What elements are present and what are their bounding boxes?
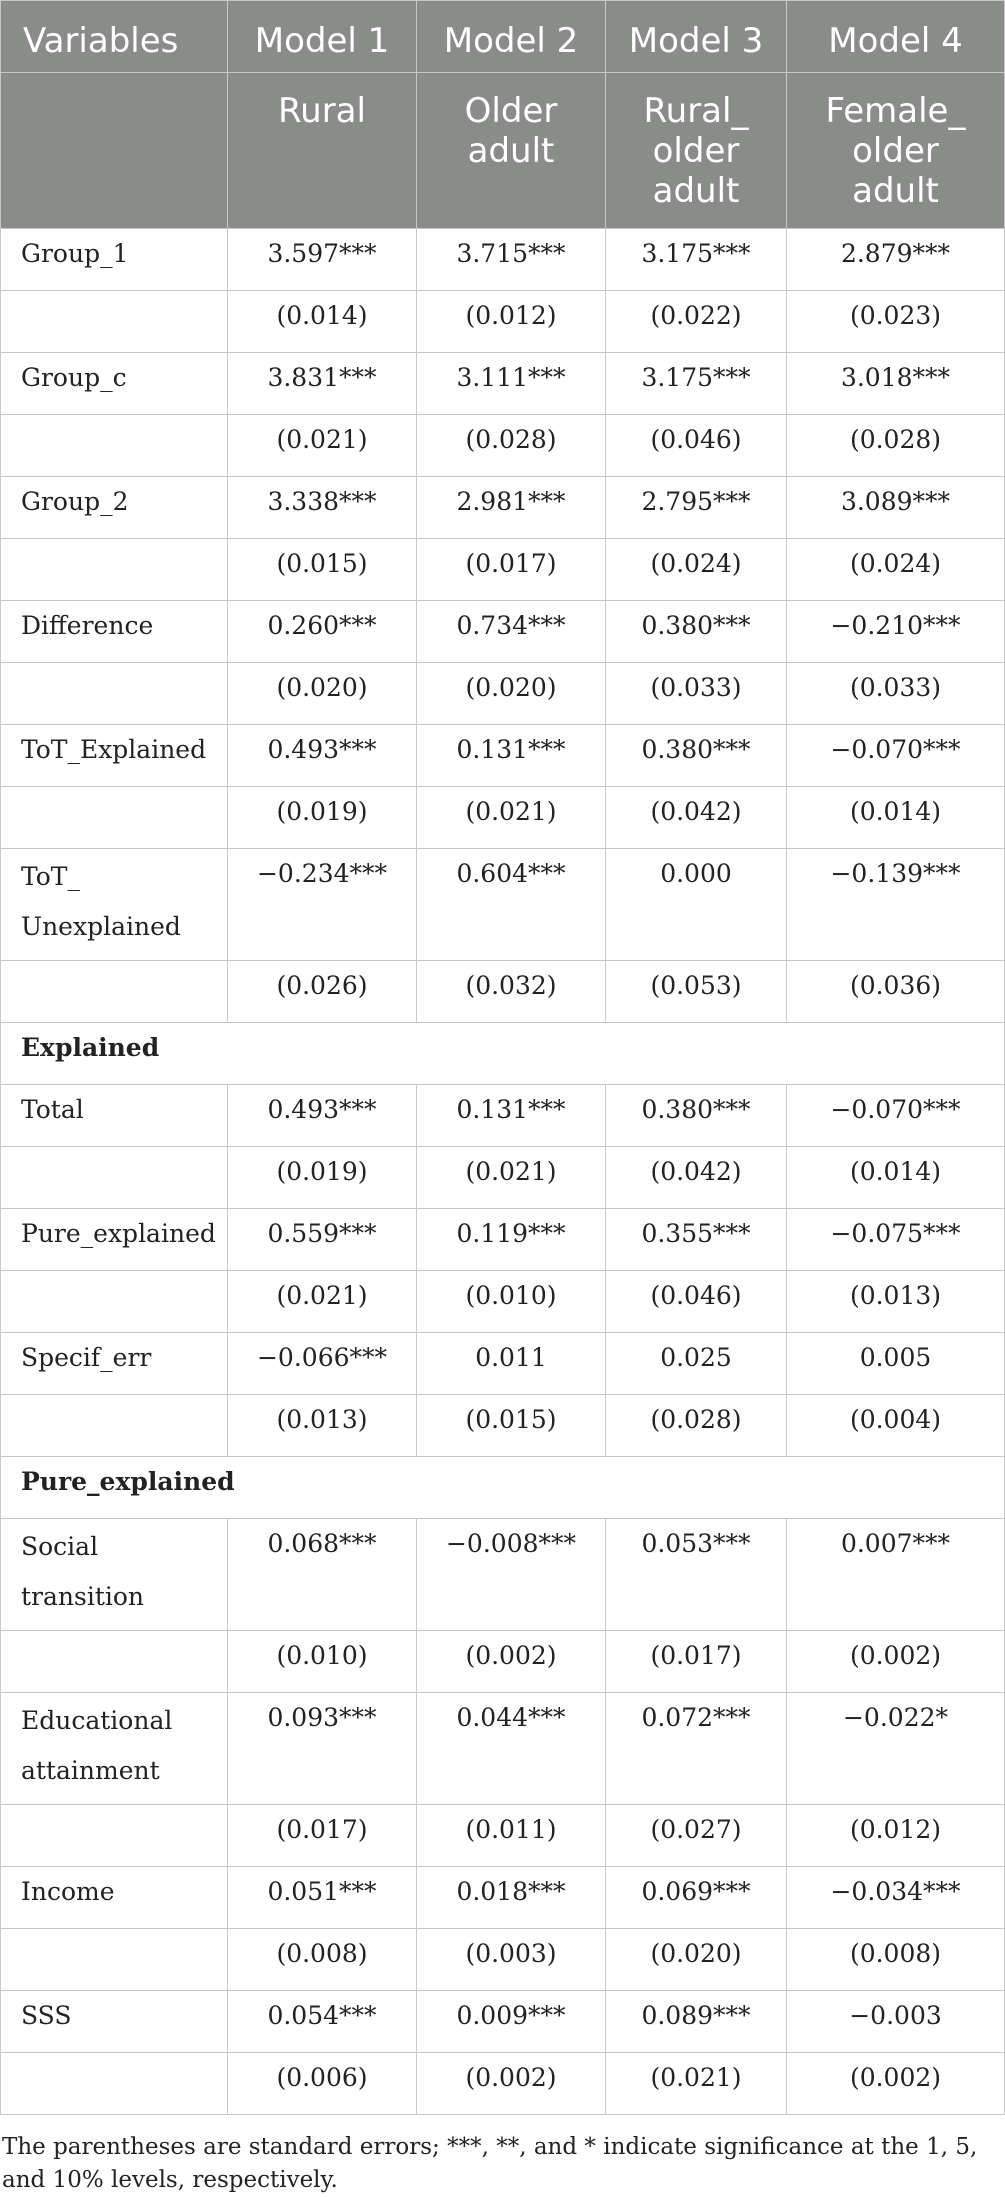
value-cell-model-1: (0.021) xyxy=(228,415,417,477)
value-cell-model-2: 0.018*** xyxy=(417,1867,606,1929)
table-row xyxy=(1,353,1005,415)
value-cell-model-3: 0.380*** xyxy=(606,725,787,787)
value-cell-model-3: (0.046) xyxy=(606,415,787,477)
row-label-cell xyxy=(1,1929,228,1991)
row-label-line: Group_c xyxy=(21,363,127,392)
row-label-cell xyxy=(1,1867,228,1929)
value-cell-model-1: 0.054*** xyxy=(228,1991,417,2053)
row-label-cell xyxy=(1,1271,228,1333)
row-label-line: Income xyxy=(21,1877,115,1906)
row-label-line: ToT_ xyxy=(21,862,80,891)
value-cell-model-2: −0.008*** xyxy=(417,1519,606,1631)
value-cell-model-2: (0.021) xyxy=(417,1147,606,1209)
value-cell-model-4: (0.013) xyxy=(787,1271,1005,1333)
table-row xyxy=(1,1693,1005,1805)
model-2-group-header xyxy=(417,73,606,229)
table-row xyxy=(1,1631,1005,1693)
row-label-line: Pure_explained xyxy=(21,1219,216,1248)
model-4-header: Model 4 xyxy=(787,1,1005,73)
value-cell-model-4: −0.034*** xyxy=(787,1867,1005,1929)
value-cell-model-2: 0.604*** xyxy=(417,849,606,961)
table-row xyxy=(1,539,1005,601)
value-cell-model-2: 0.011 xyxy=(417,1333,606,1395)
table-row xyxy=(1,1147,1005,1209)
table-row xyxy=(1,1271,1005,1333)
value-cell-model-4: −0.075*** xyxy=(787,1209,1005,1271)
row-label-cell xyxy=(1,539,228,601)
table-row xyxy=(1,1519,1005,1631)
value-cell-model-2: 0.119*** xyxy=(417,1209,606,1271)
value-cell-model-4: 2.879*** xyxy=(787,229,1005,291)
value-cell-model-3: 0.355*** xyxy=(606,1209,787,1271)
row-label-line: transition xyxy=(21,1582,145,1611)
row-label-cell xyxy=(1,1631,228,1693)
value-cell-model-2: (0.021) xyxy=(417,787,606,849)
model-4-group-header xyxy=(787,73,1005,229)
value-cell-model-2: 3.111*** xyxy=(417,353,606,415)
value-cell-model-4: 0.007*** xyxy=(787,1519,1005,1631)
value-cell-model-1: (0.015) xyxy=(228,539,417,601)
group-label-line: older xyxy=(652,131,740,171)
group-label-line: adult xyxy=(467,131,555,171)
row-label-cell xyxy=(1,1209,228,1271)
value-cell-model-2: 0.131*** xyxy=(417,1085,606,1147)
row-label-cell xyxy=(1,725,228,787)
value-cell-model-1: (0.020) xyxy=(228,663,417,725)
value-cell-model-4: (0.014) xyxy=(787,1147,1005,1209)
value-cell-model-1: (0.019) xyxy=(228,1147,417,1209)
value-cell-model-2: (0.002) xyxy=(417,2053,606,2115)
model-3-group-header xyxy=(606,73,787,229)
value-cell-model-4: 0.005 xyxy=(787,1333,1005,1395)
table-row xyxy=(1,961,1005,1023)
table-row xyxy=(1,1805,1005,1867)
table-row xyxy=(1,291,1005,353)
value-cell-model-1: (0.017) xyxy=(228,1805,417,1867)
table-row xyxy=(1,1991,1005,2053)
value-cell-model-1: 0.093*** xyxy=(228,1693,417,1805)
value-cell-model-2: (0.002) xyxy=(417,1631,606,1693)
value-cell-model-2: (0.015) xyxy=(417,1395,606,1457)
group-label-line: Rural xyxy=(278,91,366,131)
section-heading: Pure_explained xyxy=(1,1457,1005,1519)
value-cell-model-3: 0.072*** xyxy=(606,1693,787,1805)
value-cell-model-2: (0.017) xyxy=(417,539,606,601)
row-label-line: Social xyxy=(21,1532,99,1561)
value-cell-model-4: −0.022* xyxy=(787,1693,1005,1805)
table-row xyxy=(1,1929,1005,1991)
row-label-line: ToT_Explained xyxy=(21,735,207,764)
table-row xyxy=(1,229,1005,291)
group-label-line: older xyxy=(852,131,939,171)
table-row xyxy=(1,663,1005,725)
value-cell-model-4: −0.139*** xyxy=(787,849,1005,961)
model-1-header: Model 1 xyxy=(228,1,417,73)
table-header xyxy=(1,1,1005,229)
value-cell-model-3: 0.025 xyxy=(606,1333,787,1395)
value-cell-model-3: (0.021) xyxy=(606,2053,787,2115)
row-label-line: Total xyxy=(21,1095,84,1124)
value-cell-model-2: (0.010) xyxy=(417,1271,606,1333)
row-label-line: Group_1 xyxy=(21,239,129,268)
value-cell-model-1: 0.559*** xyxy=(228,1209,417,1271)
value-cell-model-2: (0.020) xyxy=(417,663,606,725)
value-cell-model-4: (0.033) xyxy=(787,663,1005,725)
value-cell-model-1: 0.260*** xyxy=(228,601,417,663)
value-cell-model-4: (0.036) xyxy=(787,961,1005,1023)
table-row xyxy=(1,1395,1005,1457)
model-1-group-header xyxy=(228,73,417,229)
value-cell-model-3: 2.795*** xyxy=(606,477,787,539)
value-cell-model-2: 0.044*** xyxy=(417,1693,606,1805)
value-cell-model-1: (0.014) xyxy=(228,291,417,353)
value-cell-model-3: (0.017) xyxy=(606,1631,787,1693)
row-label-cell xyxy=(1,291,228,353)
value-cell-model-3: 0.089*** xyxy=(606,1991,787,2053)
value-cell-model-3: (0.042) xyxy=(606,787,787,849)
row-label-cell xyxy=(1,477,228,539)
value-cell-model-1: −0.066*** xyxy=(228,1333,417,1395)
value-cell-model-1: 0.068*** xyxy=(228,1519,417,1631)
value-cell-model-3: (0.028) xyxy=(606,1395,787,1457)
value-cell-model-1: −0.234*** xyxy=(228,849,417,961)
value-cell-model-3: 0.069*** xyxy=(606,1867,787,1929)
value-cell-model-1: 3.597*** xyxy=(228,229,417,291)
value-cell-model-3: 0.053*** xyxy=(606,1519,787,1631)
value-cell-model-4: (0.008) xyxy=(787,1929,1005,1991)
value-cell-model-2: (0.003) xyxy=(417,1929,606,1991)
table-row xyxy=(1,1867,1005,1929)
table-row xyxy=(1,2053,1005,2115)
header-row-groups xyxy=(1,73,1005,229)
value-cell-model-4: (0.014) xyxy=(787,787,1005,849)
value-cell-model-4: (0.004) xyxy=(787,1395,1005,1457)
value-cell-model-3: (0.053) xyxy=(606,961,787,1023)
row-label-cell xyxy=(1,1333,228,1395)
value-cell-model-3: (0.022) xyxy=(606,291,787,353)
value-cell-model-3: 3.175*** xyxy=(606,353,787,415)
value-cell-model-4: (0.012) xyxy=(787,1805,1005,1867)
value-cell-model-2: (0.028) xyxy=(417,415,606,477)
table-row xyxy=(1,415,1005,477)
value-cell-model-2: 0.009*** xyxy=(417,1991,606,2053)
value-cell-model-2: 2.981*** xyxy=(417,477,606,539)
value-cell-model-4: (0.002) xyxy=(787,2053,1005,2115)
row-label-cell xyxy=(1,1395,228,1457)
value-cell-model-1: 0.051*** xyxy=(228,1867,417,1929)
value-cell-model-2: (0.012) xyxy=(417,291,606,353)
row-label-line: attainment xyxy=(21,1756,160,1785)
row-label-cell xyxy=(1,2053,228,2115)
table-row xyxy=(1,787,1005,849)
row-label-cell xyxy=(1,663,228,725)
value-cell-model-4: −0.003 xyxy=(787,1991,1005,2053)
row-label-line: Educational xyxy=(21,1706,173,1735)
section-row xyxy=(1,1457,1005,1519)
value-cell-model-2: 0.131*** xyxy=(417,725,606,787)
value-cell-model-1: (0.008) xyxy=(228,1929,417,1991)
row-label-cell xyxy=(1,1519,228,1631)
row-label-cell xyxy=(1,1805,228,1867)
value-cell-model-3: 3.175*** xyxy=(606,229,787,291)
value-cell-model-4: −0.070*** xyxy=(787,725,1005,787)
group-label-line: adult xyxy=(852,171,939,211)
row-label-cell xyxy=(1,601,228,663)
variables-header: Variables xyxy=(1,1,228,73)
value-cell-model-1: (0.021) xyxy=(228,1271,417,1333)
table-footnote: The parentheses are standard errors; ***, **, and * indicate significance at the 1, 5, and 10% levels, respectively. xyxy=(2,2134,978,2193)
value-cell-model-1: (0.019) xyxy=(228,787,417,849)
row-label-cell xyxy=(1,1693,228,1805)
value-cell-model-4: −0.210*** xyxy=(787,601,1005,663)
table-row xyxy=(1,1209,1005,1271)
row-label-cell xyxy=(1,229,228,291)
row-label-cell xyxy=(1,353,228,415)
table-row xyxy=(1,1333,1005,1395)
value-cell-model-2: (0.011) xyxy=(417,1805,606,1867)
value-cell-model-2: 0.734*** xyxy=(417,601,606,663)
value-cell-model-3: 0.380*** xyxy=(606,601,787,663)
empty-header-cell xyxy=(1,73,228,229)
group-label-line: adult xyxy=(652,171,740,211)
value-cell-model-4: 3.089*** xyxy=(787,477,1005,539)
row-label-cell xyxy=(1,1085,228,1147)
model-3-header: Model 3 xyxy=(606,1,787,73)
header-row-models xyxy=(1,1,1005,73)
group-label-line: Female_ xyxy=(825,91,966,131)
row-label-line: Specif_err xyxy=(21,1343,152,1372)
value-cell-model-3: (0.042) xyxy=(606,1147,787,1209)
section-row xyxy=(1,1023,1005,1085)
value-cell-model-1: (0.010) xyxy=(228,1631,417,1693)
table-body xyxy=(1,229,1005,2115)
group-label-line: Rural_ xyxy=(643,91,749,131)
value-cell-model-4: 3.018*** xyxy=(787,353,1005,415)
table-row xyxy=(1,601,1005,663)
value-cell-model-3: (0.024) xyxy=(606,539,787,601)
table-row xyxy=(1,725,1005,787)
value-cell-model-2: 3.715*** xyxy=(417,229,606,291)
value-cell-model-4: −0.070*** xyxy=(787,1085,1005,1147)
value-cell-model-1: 3.338*** xyxy=(228,477,417,539)
value-cell-model-4: (0.002) xyxy=(787,1631,1005,1693)
value-cell-model-3: 0.000 xyxy=(606,849,787,961)
row-label-line: SSS xyxy=(21,2001,72,2030)
value-cell-model-4: (0.028) xyxy=(787,415,1005,477)
value-cell-model-1: (0.026) xyxy=(228,961,417,1023)
value-cell-model-1: (0.006) xyxy=(228,2053,417,2115)
row-label-cell xyxy=(1,1147,228,1209)
row-label-line: Group_2 xyxy=(21,487,129,516)
value-cell-model-3: (0.033) xyxy=(606,663,787,725)
value-cell-model-2: (0.032) xyxy=(417,961,606,1023)
row-label-cell xyxy=(1,1991,228,2053)
value-cell-model-4: (0.023) xyxy=(787,291,1005,353)
row-label-cell xyxy=(1,961,228,1023)
value-cell-model-3: (0.027) xyxy=(606,1805,787,1867)
model-2-header: Model 2 xyxy=(417,1,606,73)
value-cell-model-3: (0.020) xyxy=(606,1929,787,1991)
value-cell-model-1: (0.013) xyxy=(228,1395,417,1457)
group-label-line: Older xyxy=(464,91,558,131)
row-label-cell xyxy=(1,849,228,961)
value-cell-model-3: (0.046) xyxy=(606,1271,787,1333)
table-row xyxy=(1,849,1005,961)
value-cell-model-1: 3.831*** xyxy=(228,353,417,415)
value-cell-model-4: (0.024) xyxy=(787,539,1005,601)
table-row xyxy=(1,477,1005,539)
section-heading: Explained xyxy=(1,1023,1005,1085)
row-label-cell xyxy=(1,415,228,477)
row-label-line: Unexplained xyxy=(21,912,181,941)
value-cell-model-1: 0.493*** xyxy=(228,1085,417,1147)
table-row xyxy=(1,1085,1005,1147)
row-label-cell xyxy=(1,787,228,849)
value-cell-model-3: 0.380*** xyxy=(606,1085,787,1147)
value-cell-model-1: 0.493*** xyxy=(228,725,417,787)
row-label-line: Difference xyxy=(21,611,154,640)
